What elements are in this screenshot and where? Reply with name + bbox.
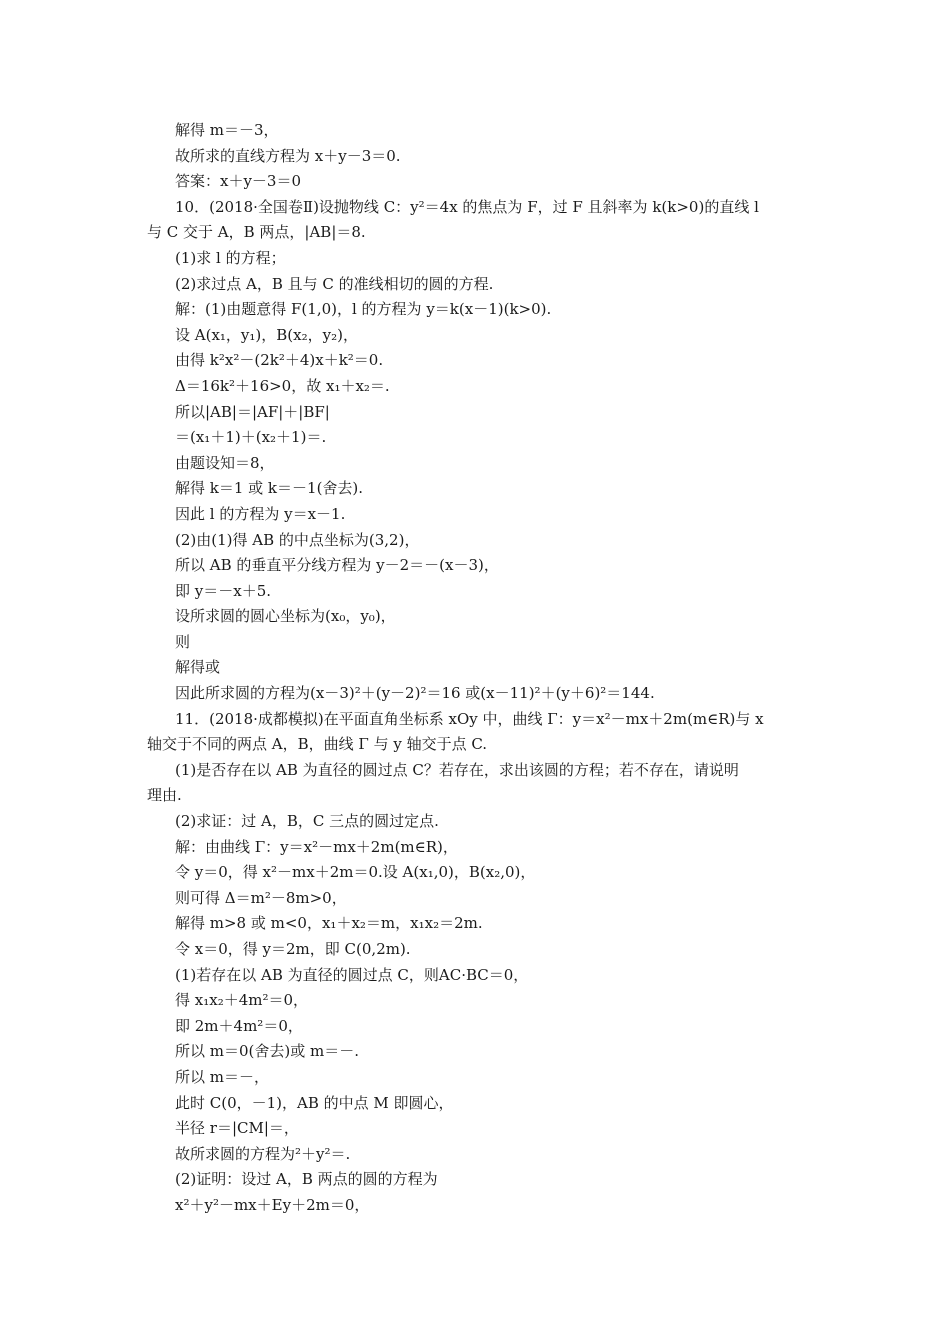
text-line: 解：(1)由题意得 F(1,0)，l 的方程为 y＝k(x－1)(k>0). bbox=[175, 300, 552, 319]
text-line: 设所求圆的圆心坐标为(x₀，y₀)， bbox=[175, 607, 396, 626]
text-line: 由得 k²x²－(2k²＋4)x＋k²＝0. bbox=[175, 351, 384, 370]
text-line: 解：由曲线 Γ：y＝x²－mx＋2m(m∈R)， bbox=[175, 837, 458, 856]
text-line: 因此 l 的方程为 y＝x－1. bbox=[175, 504, 346, 523]
text-line: 所以 m＝－， bbox=[175, 1067, 269, 1086]
text-line: 即 y＝－x＋5. bbox=[175, 581, 272, 600]
text-line: Δ＝16k²＋16>0，故 x₁＋x₂＝. bbox=[175, 376, 390, 395]
text-line: 半径 r＝|CM|＝， bbox=[175, 1119, 299, 1138]
text-line: 故所求的直线方程为 x＋y－3＝0. bbox=[175, 146, 401, 165]
text-line: 则 bbox=[175, 632, 191, 651]
text-line: 理由. bbox=[147, 786, 182, 805]
text-line: x²＋y²－mx＋Ey＋2m＝0， bbox=[175, 1195, 370, 1214]
text-line: 令 x＝0，得 y＝2m，即 C(0,2m). bbox=[175, 940, 411, 958]
text-line: (1)求 l 的方程； bbox=[175, 248, 286, 267]
text-line: 所以 AB 的垂直平分线方程为 y－2＝－(x－3)， bbox=[175, 556, 499, 575]
text-line: 因此所求圆的方程为(x－3)²＋(y－2)²＝16 或(x－11)²＋(y＋6)²＝144. bbox=[175, 684, 655, 703]
text-line: (2)由(1)得 AB 的中点坐标为(3,2)， bbox=[175, 530, 420, 549]
text-line: (2)求过点 A，B 且与 C 的准线相切的圆的方程. bbox=[175, 274, 494, 293]
text-line: 即 2m＋4m²＝0， bbox=[175, 1016, 303, 1035]
text-line: 此时 C(0，－1)，AB 的中点 M 即圆心， bbox=[175, 1093, 454, 1112]
text-line: 解得 m＝－3， bbox=[175, 121, 279, 139]
text-line: ＝(x₁＋1)＋(x₂＋1)＝. bbox=[175, 428, 327, 447]
text-line: (2)证明：设过 A，B 两点的圆的方程为 bbox=[175, 1170, 438, 1189]
text-line: 所以 m＝0(舍去)或 m＝－. bbox=[175, 1042, 359, 1061]
text-line: 解得 k＝1 或 k＝－1(舍去). bbox=[175, 479, 364, 498]
text-line: 故所求圆的方程为²＋y²＝. bbox=[175, 1144, 351, 1163]
text-line: 与 C 交于 A，B 两点，|AB|＝8. bbox=[147, 223, 366, 242]
text-line: 令 y＝0，得 x²－mx＋2m＝0.设 A(x₁,0)，B(x₂,0)， bbox=[175, 863, 536, 882]
text-line: 则可得 Δ＝m²－8m>0， bbox=[175, 888, 347, 907]
text-line: (1)若存在以 AB 为直径的圆过点 C，则AC·BC＝0， bbox=[175, 965, 529, 984]
text-line: 11．(2018·成都模拟)在平面直角坐标系 xOy 中，曲线 Γ：y＝x²－mx＋2m(m∈R)与 x bbox=[175, 709, 764, 728]
text-line: 解得或 bbox=[175, 658, 221, 677]
document-body bbox=[147, 118, 812, 1219]
text-line: (2)求证：过 A，B，C 三点的圆过定点. bbox=[175, 812, 439, 831]
text-line: 10．(2018·全国卷Ⅱ)设抛物线 C：y²＝4x 的焦点为 F，过 F 且斜率为 k(k>0)的直线 l bbox=[175, 197, 759, 216]
text-line: 轴交于不同的两点 A，B，曲线 Γ 与 y 轴交于点 C. bbox=[147, 735, 488, 754]
text-line: 由题设知＝8， bbox=[175, 453, 275, 472]
text-line: (1)是否存在以 AB 为直径的圆过点 C？若存在，求出该圆的方程；若不存在，请说明 bbox=[175, 760, 739, 779]
text-line: 解得 m>8 或 m<0，x₁＋x₂＝m，x₁x₂＝2m. bbox=[175, 914, 483, 933]
text-line: 设 A(x₁，y₁)，B(x₂，y₂)， bbox=[175, 325, 358, 344]
text-line: 得 x₁x₂＋4m²＝0， bbox=[175, 991, 309, 1010]
text-line: 所以|AB|＝|AF|＋|BF| bbox=[175, 402, 330, 421]
text-line: 答案：x＋y－3＝0 bbox=[175, 172, 302, 191]
